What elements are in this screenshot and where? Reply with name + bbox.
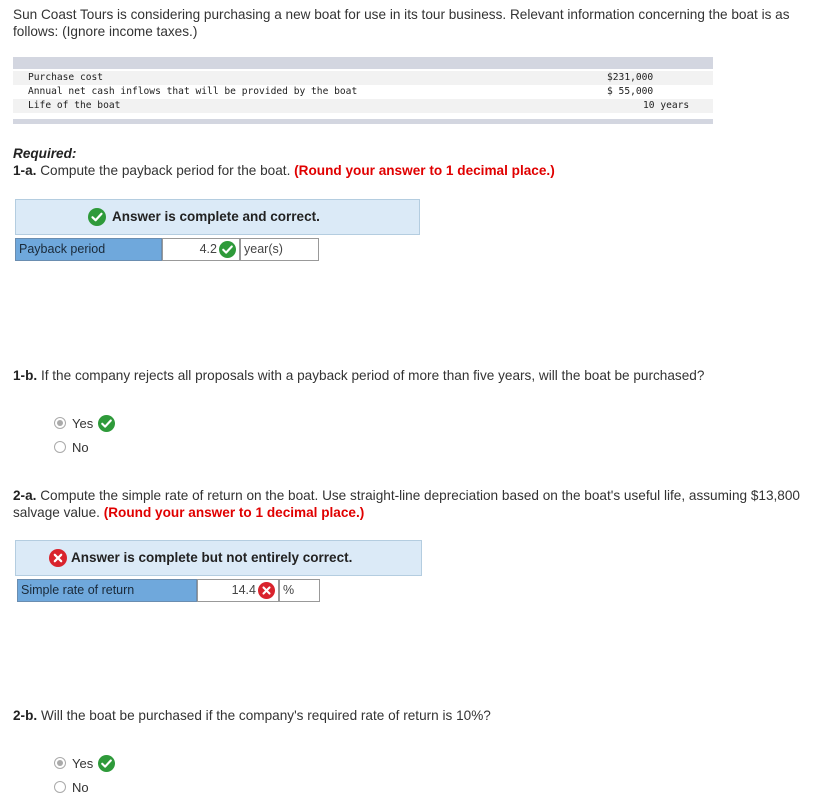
question-2b [13, 707, 491, 724]
radio-yes-1b[interactable] [54, 417, 66, 429]
x-circle-icon [258, 582, 275, 599]
question-number: 1-a. [13, 163, 37, 178]
table-row [13, 99, 713, 113]
problem-intro: Sun Coast Tours is considering purchasing a new boat for use in its tour business. Relevant information concerning the boat is as follows: (Ignore income taxes.) [13, 7, 790, 39]
answer-label: Simple rate of return [17, 579, 197, 602]
question-text: If the company rejects all proposals with a payback period of more than five years, will the boat be purchased? [37, 368, 705, 383]
question-number: 2-a. [13, 488, 37, 503]
question-number: 1-b. [13, 368, 38, 383]
simple-rate-of-return-input[interactable] [197, 579, 279, 602]
table-row [13, 71, 713, 85]
payback-period-input[interactable] [162, 238, 240, 261]
answer-row [15, 238, 320, 261]
row-value: $231,000 [607, 72, 654, 83]
check-circle-icon [98, 755, 115, 772]
table-row [13, 85, 713, 99]
radio-yes-2b[interactable] [54, 757, 66, 769]
option-label: Yes [72, 756, 94, 771]
info-table [13, 57, 713, 125]
question-1a [13, 162, 555, 179]
banner-text: Answer is complete but not entirely correct. [71, 550, 353, 565]
input-value: 4.2 [199, 242, 217, 256]
unit-label: year(s) [240, 238, 319, 261]
option-label: No [72, 440, 89, 455]
question-1b [13, 367, 704, 384]
question-text: Will the boat be purchased if the company's required rate of return is 10%? [37, 708, 491, 723]
table-footer-bar [13, 119, 713, 124]
required-heading: Required: [13, 146, 77, 161]
table-header-bar [13, 57, 713, 69]
answer-status-banner [15, 540, 422, 576]
rounding-note: (Round your answer to 1 decimal place.) [294, 163, 555, 178]
x-circle-icon [49, 549, 67, 567]
answer-row [17, 579, 322, 602]
answer-status-banner [15, 199, 420, 235]
option-label: No [72, 780, 89, 795]
row-label: Annual net cash inflows that will be provided by the boat [28, 86, 358, 97]
question-number: 2-b. [13, 708, 38, 723]
check-circle-icon [219, 241, 236, 258]
option-label: Yes [72, 416, 94, 431]
row-value: 10 years [643, 100, 690, 111]
row-value: $ 55,000 [607, 86, 654, 97]
radio-no-1b[interactable] [54, 441, 66, 453]
banner-text: Answer is complete and correct. [112, 209, 320, 224]
question-text: Compute the payback period for the boat. [36, 163, 295, 178]
check-circle-icon [98, 415, 115, 432]
question-2a [13, 487, 818, 521]
radio-no-2b[interactable] [54, 781, 66, 793]
answer-label: Payback period [15, 238, 162, 261]
question-text: Compute the simple rate of return on the boat. Use straight-line depreciation based on the boat's useful life, assuming $13,800 salvage value. [13, 488, 800, 520]
rounding-note: (Round your answer to 1 decimal place.) [103, 505, 365, 520]
input-value: 14.4 [231, 583, 256, 597]
row-label: Purchase cost [28, 72, 104, 83]
unit-label: % [279, 579, 320, 602]
row-label: Life of the boat [28, 100, 121, 111]
check-circle-icon [88, 208, 106, 226]
